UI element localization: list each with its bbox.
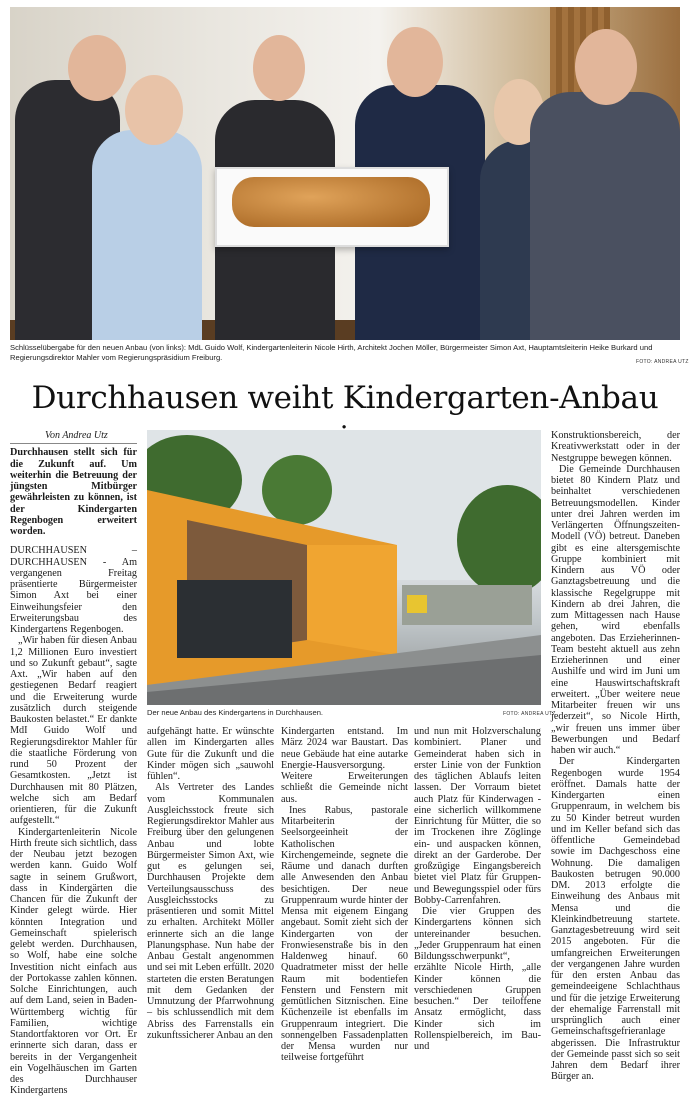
photo-credit: FOTO: ANDREA UTZ [503,711,556,717]
article-headline: Durchhausen weiht Kindergarten-Anbau [31,380,659,416]
article-column-3 [281,726,408,1064]
building-photo [147,430,541,705]
paragraph: Ines Rabus, pastorale Mitarbeiterin der Seelsorgeeinheit der Katholischen Kirchengemeinde, segnete die Räume und danach durften alle Anwesenden den Anbau besichtigen. Der neue Gruppenraum wurde hinter der Mensa mit eigenem Eingang angebaut. Somit zieht sich der Kindergarten von der Fronwiesenstraße bis in den Haldenweg hinauf. 60 Quadratmeter misst der helle Raum mit bodentiefen Fenstern und Fenstern mit gemütlichen Sitznischen. Eine Küchenzeile ist ebenfalls im Gruppenraum integriert. Die sonnengelben Fassadenplatten der Mensa wurden nur teilweise fortgeführt [281,804,408,1064]
paragraph: Der Kindergarten Regenbogen wurde 1954 eröffnet. Damals hatte der Kindergarten einen Gruppenraum, in welchem bis zu 50 Kinder betreut wurden und im Keller befand sich das öffentliche Gemeindebad sowie im Dachgeschoss eine Wohnung. Die damaligen Baukosten betrugen 90.000 DM. 2013 erfolgte die Einweihung des Anbaus mit Mensa und die Kleinkindbetreuung startete. Ganztagesbetreuung wird seit 2015 angeboten. Für die umfangreichen Erweiterungen der vergangenen Jahre wurden für den ersten Anbau das gemeindeeigene Schlachthaus und für die jetzige Erweiterung der ehemalige Farrenstall mit ursprünglich auch einer Gemeinschaftsgefrieranlage abgerissen. Die Infrastruktur der Gemeinde passt sich so seit Jahren dem Bedarf ihrer Bürger an. [551,756,680,1083]
group-photo [10,7,680,340]
article-lead: Durchhausen stellt sich für die Zukunft auf. Um weiterhin die Betreuung der jüngsten Mitbürger gewährleisten zu können, ist der Kindergarten Regenbogen erweitert worden. [10,447,137,537]
paragraph: Konstruktionsbereich, der Kreativwerkstatt oder in der Nestgruppe bewegen können. [551,430,680,464]
paragraph: DURCHHAUSEN – DURCHHAUSEN - Am vergangenen Freitag präsentierte Bürgermeister Simon Axt bei einer Einweihungsfeier den Erweiterungsbau des Kindergartens Regenbogen. [10,545,137,635]
paragraph: und nun mit Holzverschalung kombiniert. Planer und Gemeinderat haben sich in erster Linie von der Funktion des täglichen Ablaufs leiten lassen. Der Vorraum bietet auch Platz für Kinderwagen - eine sicherlich willkommene Einrichtung für Mütter, die so im Trockenen ihre Zöglinge ein- und auspacken können, direkt an der Garderobe. Der großzügige Eingangsbereich bietet viel Platz für Gruppen- und Bewegungsspiel oder fürs Bobby-Carrenfahren. [414,726,541,906]
paragraph: Die Gemeinde Durchhausen bietet 80 Kindern Platz und beinhaltet verschiedenen Betreuungsmodellen. Kinder unter drei Jahren werden im Verlängerten Öffnungszeiten-Modell (VÖ) betreut. Daneben gibt es eine altersgemischte Gruppe kombiniert mit Kindern aus VÖ oder Ganztagsbetreuung und die klassische Regelgruppe mit Kindern ab drei Jahren, die zum Mittagessen nach Hause gehen, wird ebenfalls angeboten. Das Erzieherinnen-Team besteht aktuell aus zehn Erzieherinnen und einer Aushilfe und wird im Juni um eine Hauswirtschaftskraft erweitert. „Über weitere neue Mitarbeiter freuen wir uns jederzeit“, so Nicole Hirth, „wir freuen uns immer über Bewerbungen und Bedarf haben wir auch.“ [551,463,680,756]
article-column-1 [10,430,137,1097]
paragraph: Die vier Gruppen des Kindergartens können sich untereinander besuchen. „Jeder Gruppenraum hat einen Bildungsschwerpunkt“, erzählte Nicole Hirth, „alle Kinder können die verschiedenen Gruppen besuchen.“ Der teiloffene Ansatz ermöglicht, dass Kinder sich im Rollenspielbereich, im Bau- und [414,906,541,1052]
photo-caption: Der neue Anbau des Kindergartens in Durchhausen. [147,708,324,717]
article-column-5 [551,430,680,1083]
author-byline: Von Andrea Utz [10,430,137,444]
paragraph: Als Vertreter des Landes vom Kommunalen Ausgleichsstock freute sich Regierungsdirektor Mahler aus Freiburg über den gelungenen Anbau und lobte Bürgermeister Simon Axt, wie gut es gelungen sei, Durchhausen Projekte dem Verteilungsausschuss des Ausgleichsstocks zu präsentieren und somit Mittel zu erhalten. Architekt Möller erinnerte sich an die lange Planungsphase. Nun habe der Anbau Gestalt angenommen und sei mit Leben erfüllt. 2020 starteten die ersten Beratungen mit dem Gedanken der Umnutzung der Pfarrwohnung – bis schlussendlich mit dem Abriss des Farrenstalls ein zukunftssicherer Anbau an den [147,782,274,1041]
paragraph: Kindergartenleiterin Nicole Hirth freute sich sichtlich, dass der Neubau jetzt bezogen werden kann. Guido Wolf sagte in seinem Grußwort, dass in Kindergärten die Chancen für die Zukunft der Kinder gelegt würde. Hier könnten Integration und Gemeinschaft spielerisch gelebt werden. Durchhausen, so Wolf, habe eine solche Investition nicht einfach aus der Portokasse zahlen können. Solche Einrichtungen, auch auf dem Land, seien in Baden-Württemberg wichtig für Familien, wichtige Standortfaktoren vor Ort. Er erinnerte sich daran, dass er bereits in der Vergangenheit ein Vogelhäuschen im Garten des Durchhauser Kindergartens [10,826,137,1097]
photo-credit: FOTO: ANDREA UTZ [636,359,689,365]
photo-caption: Schlüsselübergabe für den neuen Anbau (von links): MdL Guido Wolf, Kindergartenleiterin Nicole Hirth, Architekt Jochen Möller, Bürgermeister Simon Axt, Hauptamtsleiterin Heike Burkard und Regierungsdirektor Mahler vom Regierungspräsidium Freiburg. [10,343,653,362]
paragraph: aufgehängt hatte. Er wünschte allen im Kindergarten alles Gute für die Zukunft und die Kinder mögen sich „sauwohl fühlen“. [147,726,274,782]
paragraph: „Wir haben für diesen Anbau 1,2 Millionen Euro investiert und so Zukunft gebaut“, sagte Axt. „Wir haben auf den gestiegenen Bedarf reagiert und die Erweiterung wurde zusätzlich durch steigende Baukosten belastet.“ Er dankte MdI Guido Wolf und Regierungsdirektor Mahler für die staatliche Förderung von rund 50 Prozent der Gesamtkosten. „Jetzt ist Durchhausen mit 80 Plätzen, welche sich am Bedarf orientieren, für die Zukunft aufgestellt.“ [10,635,137,827]
article-column-2 [147,726,274,1041]
article-column-4 [414,726,541,1052]
paragraph: Kindergarten entstand. Im März 2024 war Baustart. Das neue Gebäude hat eine autarke Energie-Hausversorgung. Weitere Erweiterungen schließt die Gemeinde nicht aus. [281,726,408,805]
